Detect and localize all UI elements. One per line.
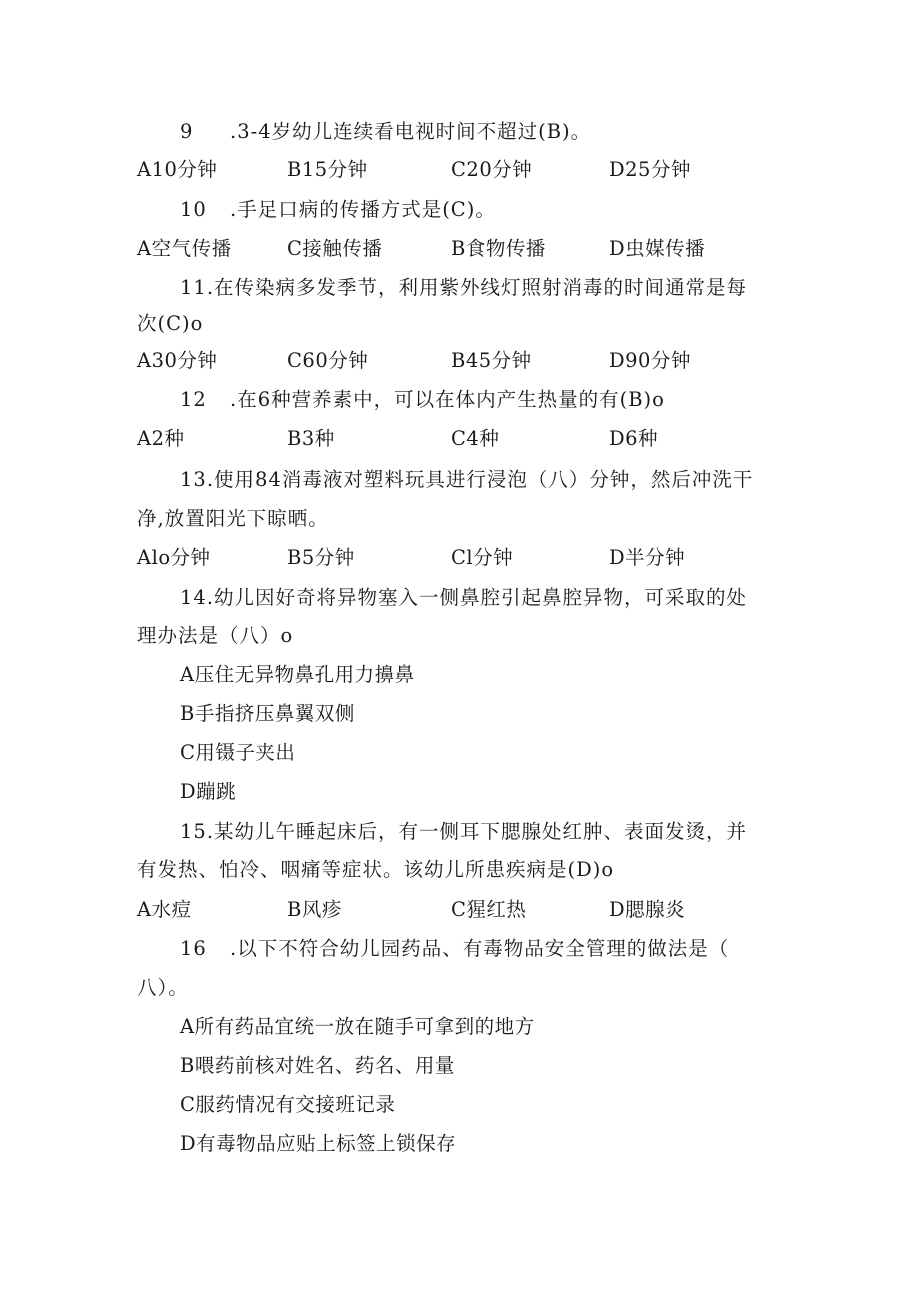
option-a: A10分钟 (137, 158, 218, 181)
question-number: 12 (180, 388, 207, 411)
question-text: .幼儿因好奇将异物塞入一侧鼻腔引起鼻腔异物，可采取的处 (206, 586, 748, 609)
question-text-continued: 净,放置阳光下晾晒。 (137, 507, 329, 530)
option-a: Alo分钟 (137, 546, 211, 569)
question-15 (180, 820, 747, 844)
option-a: A30分钟 (137, 349, 218, 372)
question-text: .某幼儿午睡起床后，有一侧耳下腮腺处红肿、表面发烫，并 (206, 820, 748, 843)
option-a: A空气传播 (137, 237, 232, 260)
question-text: .使用84消毒液对塑料玩具进行浸泡（八）分钟，然后冲洗干 (206, 468, 754, 491)
question-16 (180, 937, 729, 961)
question-text-continued: 理办法是（八）o (137, 624, 294, 647)
question-text: .在传染病多发季节，利用紫外线灯照射消毒的时间通常是每 (206, 276, 748, 299)
question-14 (180, 586, 747, 610)
option-d: D90分钟 (609, 349, 691, 372)
option-d: D25分钟 (609, 158, 691, 181)
option-d: D6种 (609, 427, 659, 450)
option-b: B喂药前核对姓名、药名、用量 (180, 1054, 455, 1077)
question-number: 15 (180, 820, 207, 843)
option-d: D蹦跳 (180, 780, 237, 803)
question-number: 9 (180, 120, 194, 143)
option-a: A2种 (137, 427, 185, 450)
option-c: C20分钟 (451, 158, 533, 181)
question-number: 16 (180, 937, 207, 960)
option-b: B风疹 (287, 898, 342, 921)
option-c: C服药情况有交接班记录 (180, 1093, 396, 1116)
option-b: B45分钟 (451, 349, 532, 372)
question-number: 11 (180, 276, 207, 299)
question-text: .手足口病的传播方式是(C)。 (230, 198, 496, 221)
option-c: C4种 (451, 427, 500, 450)
question-12 (180, 388, 665, 412)
question-number: 10 (180, 198, 207, 221)
question-text: .以下不符合幼儿园药品、有毒物品安全管理的做法是（ (230, 937, 730, 960)
question-10 (180, 198, 496, 222)
question-text: .3-4岁幼儿连续看电视时间不超过(B)。 (230, 120, 592, 143)
option-a: A所有药品宜统一放在随手可拿到的地方 (180, 1015, 535, 1038)
option-c: C接触传播 (287, 237, 383, 260)
option-c: C猩红热 (451, 898, 527, 921)
question-number: 14 (180, 586, 207, 609)
question-text-continued: 有发热、怕冷、咽痛等症状。该幼儿所患疾病是(D)o (137, 858, 615, 881)
question-text-continued: 八）。 (137, 976, 189, 999)
question-text: .在6种营养素中，可以在体内产生热量的有(B)o (230, 388, 665, 411)
option-d: D有毒物品应贴上标签上锁保存 (180, 1132, 457, 1155)
question-number: 13 (180, 468, 207, 491)
option-d: D虫媒传播 (609, 237, 706, 260)
option-c: C用镊子夹出 (180, 741, 296, 764)
question-9 (180, 120, 591, 144)
option-b: B食物传播 (451, 237, 546, 260)
option-d: D腮腺炎 (609, 898, 686, 921)
option-b: B15分钟 (287, 158, 368, 181)
option-c: Cl分钟 (451, 546, 514, 569)
option-c: C60分钟 (287, 349, 369, 372)
option-a: A压住无异物鼻孔用力擤鼻 (180, 663, 415, 686)
option-d: D半分钟 (609, 546, 686, 569)
option-b: B手指挤压鼻翼双侧 (180, 702, 355, 725)
option-b: B5分钟 (287, 546, 355, 569)
option-a: A水痘 (137, 898, 192, 921)
question-13 (180, 468, 753, 492)
option-b: B3种 (287, 427, 335, 450)
question-text-continued: 次(C)o (137, 312, 204, 335)
question-11 (180, 276, 747, 300)
